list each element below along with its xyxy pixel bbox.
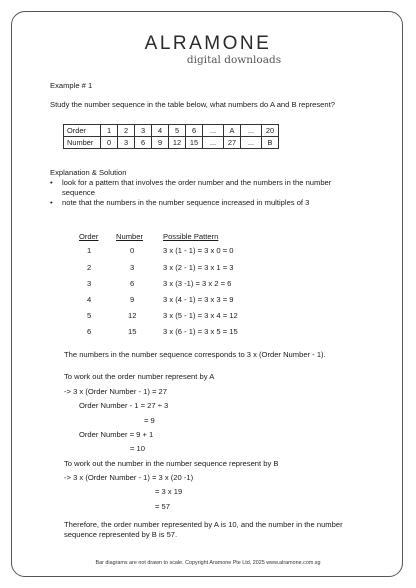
sequence-table bbox=[63, 124, 279, 149]
pattern-header-pattern: Possible Pattern bbox=[163, 232, 219, 241]
corresponds-text: The numbers in the number sequence corresponds to 3 x (Order Number - 1). bbox=[64, 350, 326, 359]
order-cell: 4 bbox=[152, 125, 169, 137]
part-b-intro: To work out the number in the number sequence represent by B bbox=[64, 459, 279, 468]
example-title: Example # 1 bbox=[50, 81, 93, 90]
part-b-line: = 57 bbox=[155, 502, 170, 511]
pattern-row-formula: 3 x (4 - 1) = 3 x 3 = 9 bbox=[163, 295, 234, 304]
question-text: Study the number sequence in the table below, what numbers do A and B represent? bbox=[50, 100, 335, 109]
part-a-line: = 10 bbox=[130, 444, 145, 453]
pattern-row-order: 4 bbox=[87, 295, 92, 304]
number-cell: 15 bbox=[186, 137, 203, 149]
footer-copyright: Bar diagrams are not drawn to scale. Copyright Aramone Pte Ltd, 2025 www.alramone.com.sg bbox=[95, 560, 321, 566]
order-cell: 1 bbox=[101, 125, 118, 137]
number-cell: 6 bbox=[135, 137, 152, 149]
part-a-line: Order Number = 9 + 1 bbox=[79, 430, 154, 439]
part-b-line: = 3 x 19 bbox=[155, 487, 183, 496]
order-cell: A bbox=[224, 125, 241, 137]
logo-main-text: ALRAMONE bbox=[144, 33, 272, 54]
explanation-title: Explanation & Solution bbox=[50, 168, 127, 177]
pattern-row-formula: 3 x (6 - 1) = 3 x 5 = 15 bbox=[163, 327, 238, 336]
conclusion-text: Therefore, the order number represented by A is 10, and the number in the number sequence represented by B is 57. bbox=[64, 520, 343, 539]
part-b-line: -> 3 x (Order Number - 1) = 3 x (20 -1) bbox=[64, 473, 194, 482]
pattern-row-number: 6 bbox=[130, 279, 135, 288]
bullet-text: note that the numbers in the number sequence increased in multiples of 3 bbox=[62, 198, 310, 207]
sequence-number-row bbox=[64, 137, 279, 149]
logo bbox=[0, 34, 416, 66]
number-cell: 12 bbox=[169, 137, 186, 149]
pattern-header-number: Number bbox=[116, 232, 144, 241]
order-cell: 5 bbox=[169, 125, 186, 137]
number-cell: ... bbox=[241, 137, 262, 149]
pattern-header-order: Order bbox=[79, 232, 99, 241]
number-cell: 0 bbox=[101, 137, 118, 149]
number-cell: 3 bbox=[118, 137, 135, 149]
part-a-line: -> 3 x (Order Number - 1) = 27 bbox=[64, 387, 167, 396]
pattern-row-number: 0 bbox=[130, 246, 135, 255]
pattern-row-number: 12 bbox=[128, 311, 137, 320]
part-a-line: = 9 bbox=[144, 416, 155, 425]
part-a-intro: To work out the order number represent by A bbox=[64, 372, 215, 381]
order-header-cell: Order bbox=[64, 125, 101, 137]
logo-sub-text: digital downloads bbox=[186, 54, 282, 66]
pattern-row-formula: 3 x (5 - 1) = 3 x 4 = 12 bbox=[163, 311, 238, 320]
pattern-row-order: 2 bbox=[87, 263, 92, 272]
pattern-row-order: 3 bbox=[87, 279, 92, 288]
number-header-cell: Number bbox=[64, 137, 101, 149]
page-border bbox=[11, 11, 403, 577]
order-cell: 2 bbox=[118, 125, 135, 137]
order-cell: ... bbox=[203, 125, 224, 137]
pattern-row-order: 1 bbox=[87, 246, 92, 255]
bullet-marker: • bbox=[50, 178, 53, 187]
number-cell: 27 bbox=[224, 137, 241, 149]
order-cell: 6 bbox=[186, 125, 203, 137]
pattern-row-number: 3 bbox=[130, 263, 135, 272]
pattern-row-order: 5 bbox=[87, 311, 92, 320]
pattern-row-number: 15 bbox=[128, 327, 137, 336]
pattern-row-number: 9 bbox=[130, 295, 135, 304]
pattern-row-order: 6 bbox=[87, 327, 92, 336]
bullet-text: look for a pattern that involves the order number and the numbers in the number sequence bbox=[62, 178, 332, 197]
order-cell: 20 bbox=[262, 125, 279, 137]
number-cell: ... bbox=[203, 137, 224, 149]
sequence-order-row bbox=[64, 125, 279, 137]
pattern-row-formula: 3 x (1 - 1) = 3 x 0 = 0 bbox=[163, 246, 234, 255]
number-cell: B bbox=[262, 137, 279, 149]
order-cell: ... bbox=[241, 125, 262, 137]
order-cell: 3 bbox=[135, 125, 152, 137]
bullet-marker: • bbox=[50, 198, 53, 207]
pattern-row-formula: 3 x (3 -1) = 3 x 2 = 6 bbox=[163, 279, 232, 288]
part-a-line: Order Number - 1 = 27 ÷ 3 bbox=[79, 401, 169, 410]
pattern-row-formula: 3 x (2 - 1) = 3 x 1 = 3 bbox=[163, 263, 234, 272]
number-cell: 9 bbox=[152, 137, 169, 149]
